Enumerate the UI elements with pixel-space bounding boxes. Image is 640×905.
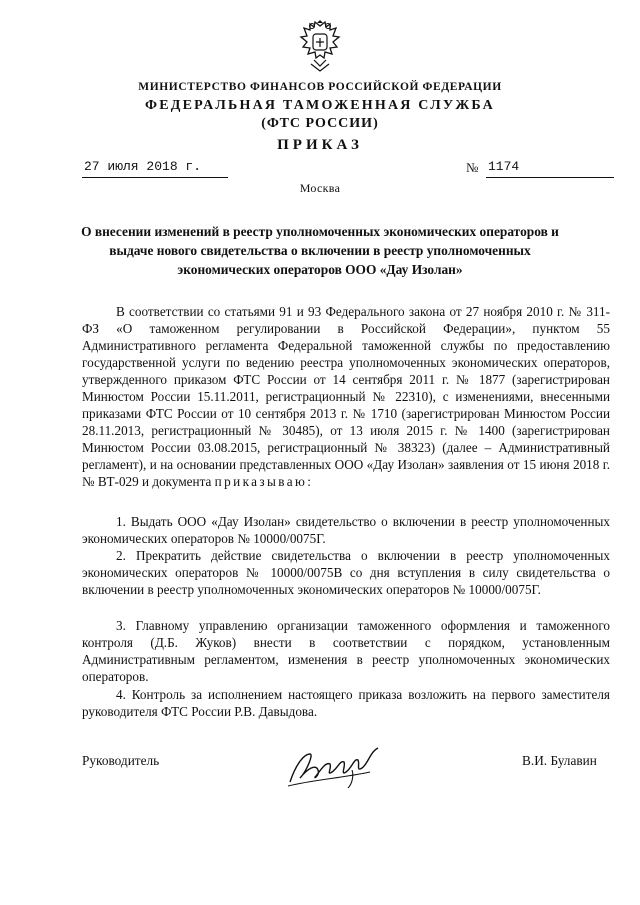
paragraph-item-4: 4. Контроль за исполнением настоящего приказа возложить на первого заместителя руководителя ФТС России Р.В. Давыдова.: [82, 687, 610, 719]
service-short-name: (ФТС РОССИИ): [261, 116, 379, 131]
signatory-role: Руководитель: [82, 753, 160, 768]
city: Москва: [299, 181, 341, 195]
order-number: 1174: [488, 159, 520, 174]
intro-text: В соответствии со статьями 91 и 93 Федерального закона от 27 ноября 2010 г. № 311-ФЗ «О таможенном регулировании в Российской Федерации», пунктом 55 Административного регламента Федеральной таможенной службы по предоставлению государственной услуги по ведению реестра уполномоченных экономических операторов, утвержденного приказом ФТС России от 14 сентября 2011 г. № 1877 (зарегистрирован Минюстом России 15.11.2011, регистрационный № 22310), с изменениями, внесенными приказами ФТС России от 10 сентября 2013 г. № 1710 (зарегистрирован Минюстом России 28.11.2013, регистрационный № 30485), от 13 июля 2015 г. № 1400 (зарегистрирован Минюстом России 03.08.2015, регистрационный № 38323) (далее – Административный регламент), и на основании представленных ООО «Дау Изолан» заявления от 15 июня 2018 г. № ВТ-029 и документа: [82, 304, 610, 489]
service-name: ФЕДЕРАЛЬНАЯ ТАМОЖЕННАЯ СЛУЖБА: [145, 98, 495, 113]
paragraph-intro: [82, 303, 610, 490]
paragraph-item-3: 3. Главному управлению организации таможенного оформления и таможенного контроля (Д.Б. Жуков) внести в соответствии с порядком, установленным Административным регламентом, изменения в реестр уполномоченных экономических операторов.: [82, 618, 610, 684]
paragraph-item-1: 1. Выдать ООО «Дау Изолан» свидетельство о включении в реестр уполномоченных экономических операторов № 10000/0075Г.: [82, 514, 610, 546]
order-date: 27 июля 2018 г.: [84, 159, 202, 174]
number-sign: №: [466, 160, 479, 175]
document-type: ПРИКАЗ: [277, 137, 363, 153]
ministry-name: МИНИСТЕРСТВО ФИНАНСОВ РОССИЙСКОЙ ФЕДЕРАЦИИ: [138, 81, 502, 93]
paragraph-item-2: 2. Прекратить действие свидетельства о включении в реестр уполномоченных экономических операторов № 10000/0075В со дня вступления в силу свидетельства о включении в реестр уполномоченных экономических операторов № 10000/0075Г.: [82, 548, 610, 597]
handwritten-signature-icon: [282, 742, 392, 792]
intro-spaced-word: приказываю:: [214, 474, 314, 489]
document-title: О внесении изменений в реестр уполномоченных экономических операторов и выдаче нового свидетельства о включении в реестр уполномоченных экономических операторов ООО «Дау Изолан»: [81, 224, 559, 277]
signatory-name: В.И. Булавин: [522, 753, 597, 768]
russian-coat-of-arms-icon: [298, 20, 342, 72]
